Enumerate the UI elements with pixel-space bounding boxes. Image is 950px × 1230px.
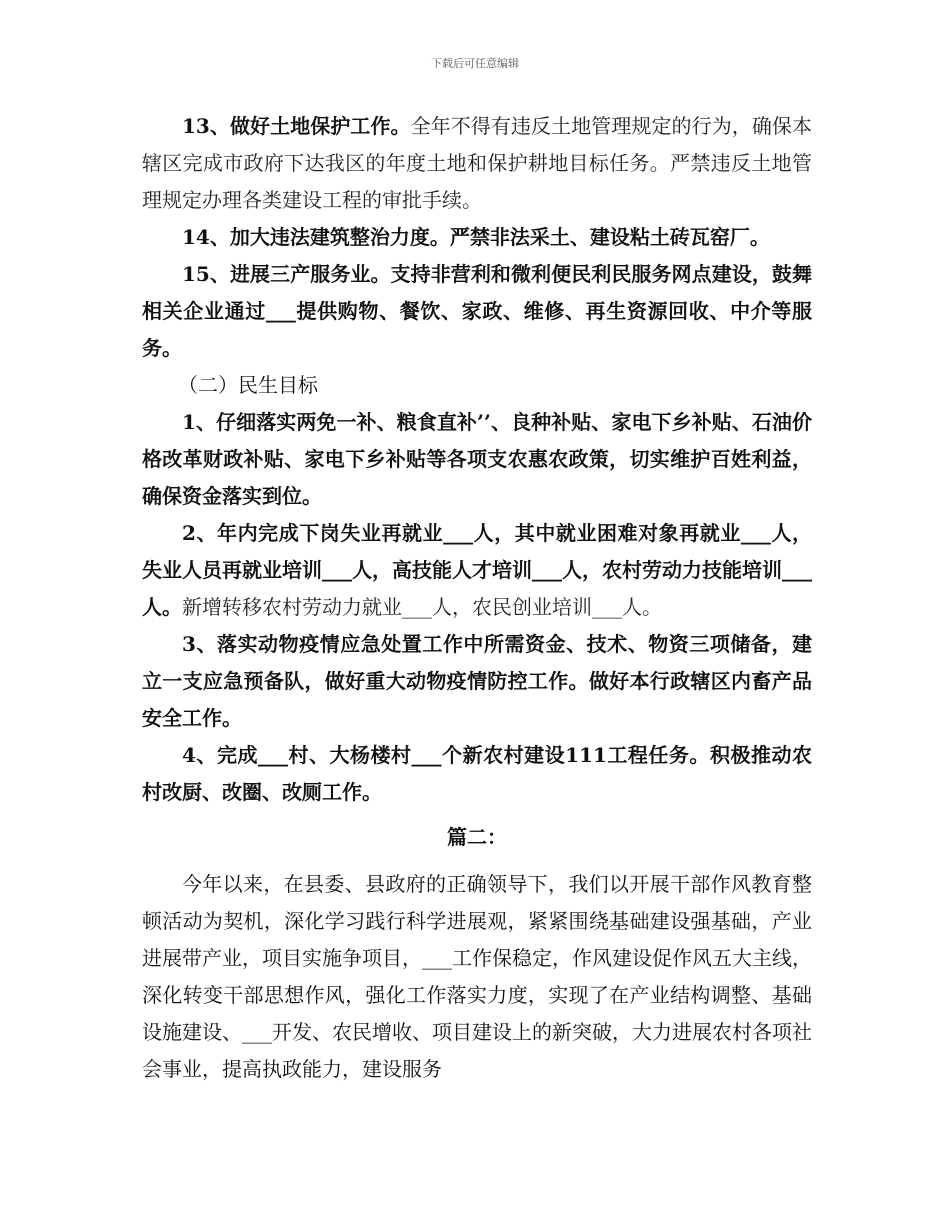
item-13-lead: 13、做好土地保护工作。 [182,114,411,138]
page-header: 下载后可任意编辑 [431,57,519,70]
document-body [142,108,812,1088]
paragraph-item-14: 14、加大违法建筑整治力度。严禁非法采土、建设粘土砖瓦窑厂。 [182,225,770,249]
part-two-title: 篇二： [447,825,507,849]
paragraph-livelihood-4: 4、完成___村、大杨楼村___个新农村建设111工程任务。积极推动农村改厨、改圈、改厕工作。 [142,743,812,804]
livelihood-2-body: 新增转移农村劳动力就业___人，农民创业培训___人。 [182,595,662,619]
livelihood-2-lead: 2、年内完成下岗失业再就业___人，其中就业困难对象再就业___人，失业人员再就业培训___人，高技能人才培训___人，农村劳动力技能培训___人。 [142,521,812,619]
paragraph-item-13 [142,108,812,219]
paragraph-livelihood-2 [142,515,812,626]
section-heading-livelihood: （二）民生目标 [178,373,318,397]
paragraph-livelihood-3: 3、落实动物疫情应急处置工作中所需资金、技术、物资三项储备，建立一支应急预备队，做好重大动物疫情防控工作。做好本行政辖区内畜产品安全工作。 [142,632,812,730]
item-13-body: 全年不得有违反土地管理规定的行为，确保本辖区完成市政府下达我区的年度土地和保护耕地目标任务。严禁违反土地管理规定办理各类建设工程的审批手续。 [142,114,812,212]
paragraph-item-15: 15、进展三产服务业。支持非营利和微利便民利民服务网点建设，鼓舞相关企业通过___提供购物、餐饮、家政、维修、再生资源回收、中介等服务。 [142,262,812,360]
part-two-paragraph: 今年以来，在县委、县政府的正确领导下，我们以开展干部作风教育整顿活动为契机，深化学习践行科学进展观，紧紧围绕基础建设强基础，产业进展带产业，项目实施争项目，___工作保稳定，作风建设促作风五大主线，深化转变干部思想作风，强化工作落实力度，实现了在产业结构调整、基础设施建设、___开发、农民增收、项目建设上的新突破，大力进展农村各项社会事业，提高执政能力，建设服务 [142,872,812,1081]
paragraph-livelihood-1: 1、仔细落实两免一补、粮食直补’’、良种补贴、家电下乡补贴、石油价格改革财政补贴、家电下乡补贴等各项支农惠农政策，切实维护百姓利益，确保资金落实到位。 [142,410,812,508]
